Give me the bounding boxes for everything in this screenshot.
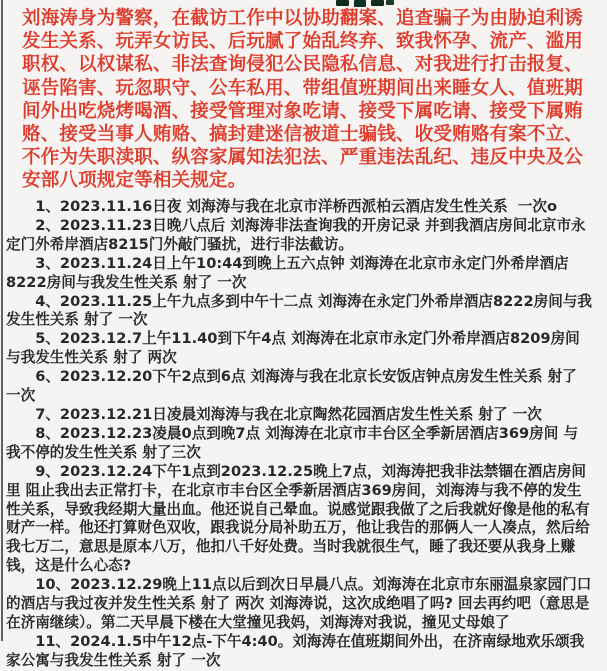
incident-item-11: 11、2024.1.5中午12点-下午4:40。刘海涛在值班期间外出，在济南绿地欢乐颂我家公寓与我发生性关系 射了 一次 <box>6 632 585 669</box>
incident-item-8: 8、2023.12.23凌晨0点到晚7点 刘海涛在北京市丰台区全季新居酒店369房间 与我不停的发生性关系 射了三次 <box>6 424 579 461</box>
incident-item-3: 3、2023.11.24日上午10:44到晚上五六点钟 刘海涛在北京市永定门外希岸酒店8222房间与我发生性关系 射了 一次 <box>6 254 569 291</box>
header-line: 诬告陷害、玩忽职守、公车私用、带组值班期间出来睡女人、值班期 <box>22 77 584 99</box>
incident-item-7: 7、2023.12.21日凌晨刘海涛与我在北京陶然花园酒店发生性关系 射了 一次 <box>35 405 542 423</box>
header-line: 发生关系、玩弄女访民、后玩腻了始乱终弃、致我怀孕、流产、滥用 <box>22 31 584 53</box>
header-line: 刘海涛身为警察，在截访工作中以协助翻案、追查骗子为由胁迫利诱 <box>22 8 584 29</box>
incident-item-5: 5、2023.12.7上午11.40到下午4点 刘海涛在北京市永定门外希岸酒店8209房间与我发生性关系 射了 两次 <box>6 330 580 367</box>
header-line: 职权、以权谋私、非法查询侵犯公民隐私信息、对我进行打击报复、 <box>22 54 584 76</box>
incident-item-4: 4、2023.11.25上午九点多到中午十二点 刘海涛在永定门外希岸酒店8222房间与我发生性关系 射了 一次 <box>6 292 592 329</box>
incident-item-1: 1、2023.11.16日夜 刘海涛与我在北京市洋桥西派柏云酒店发生性关系 一次o <box>35 198 557 215</box>
incident-list <box>6 198 592 671</box>
cropped-glyph-fragment <box>386 0 394 5</box>
page-left-edge-line <box>1 0 3 641</box>
incident-item-2: 2、2023.11.23日晚八点后 刘海涛非法查询我的开房记录 并到我酒店房间北京市永定门外希岸酒店8215门外敲门骚扰，进行非法截访。 <box>6 216 586 253</box>
cropped-glyph-fragment <box>371 0 384 6</box>
incident-item-9: 9、2023.12.24下午1点到2023.12.25晚上7点，刘海涛把我非法禁锢在酒店房间里 阻止我出去正常打卡，在北京市丰台区全季新居酒店369房间，刘海涛与我不停的发生性关系，导致我经期大量出血。他还说自己晕血。说感觉跟我做了之后我就好像是他的私有财产一样。他还打算财色双收，跟我说分局补助五万，他让我告的那俩人一人凑点，然后给我七万二，意思是原本八万，他扣八千好处费。当时我就很生气，睡了我还要从我身上赚钱，这是什么心态? <box>6 462 590 575</box>
accusation-header <box>22 7 600 193</box>
incident-item-6: 6、2023.12.20下午2点到6点 刘海涛与我在北京长安饭店钟点房发生性关系 射了 一次 <box>6 368 582 405</box>
header-line: 安部八项规定等相关规定。 <box>22 170 247 192</box>
incident-item-10: 10、2023.12.29晚上11点以后到次日早晨八点。刘海涛在北京市东丽温泉家园门口的酒店与我过夜并发生性关系 射了 两次 刘海涛说，这次成绝唱了吗? 回去再约吧（意思是在济南继续）。第二天早晨下楼在大堂撞见我妈，刘海涛对我说，撞见丈母娘了 <box>6 576 592 631</box>
cropped-glyph-fragment <box>354 0 366 7</box>
header-line: 不作为失职渎职、纵容家属知法犯法、严重违法乱纪、违反中央及公 <box>22 147 584 169</box>
header-line: 间外出吃烧烤喝酒、接受管理对象吃请、接受下属吃请、接受下属贿 <box>22 100 584 122</box>
cropped-glyph-fragment <box>336 0 349 6</box>
header-line: 赂、接受当事人贿赂、搞封建迷信被道士骗钱、收受贿赂有案不立、 <box>22 124 584 146</box>
